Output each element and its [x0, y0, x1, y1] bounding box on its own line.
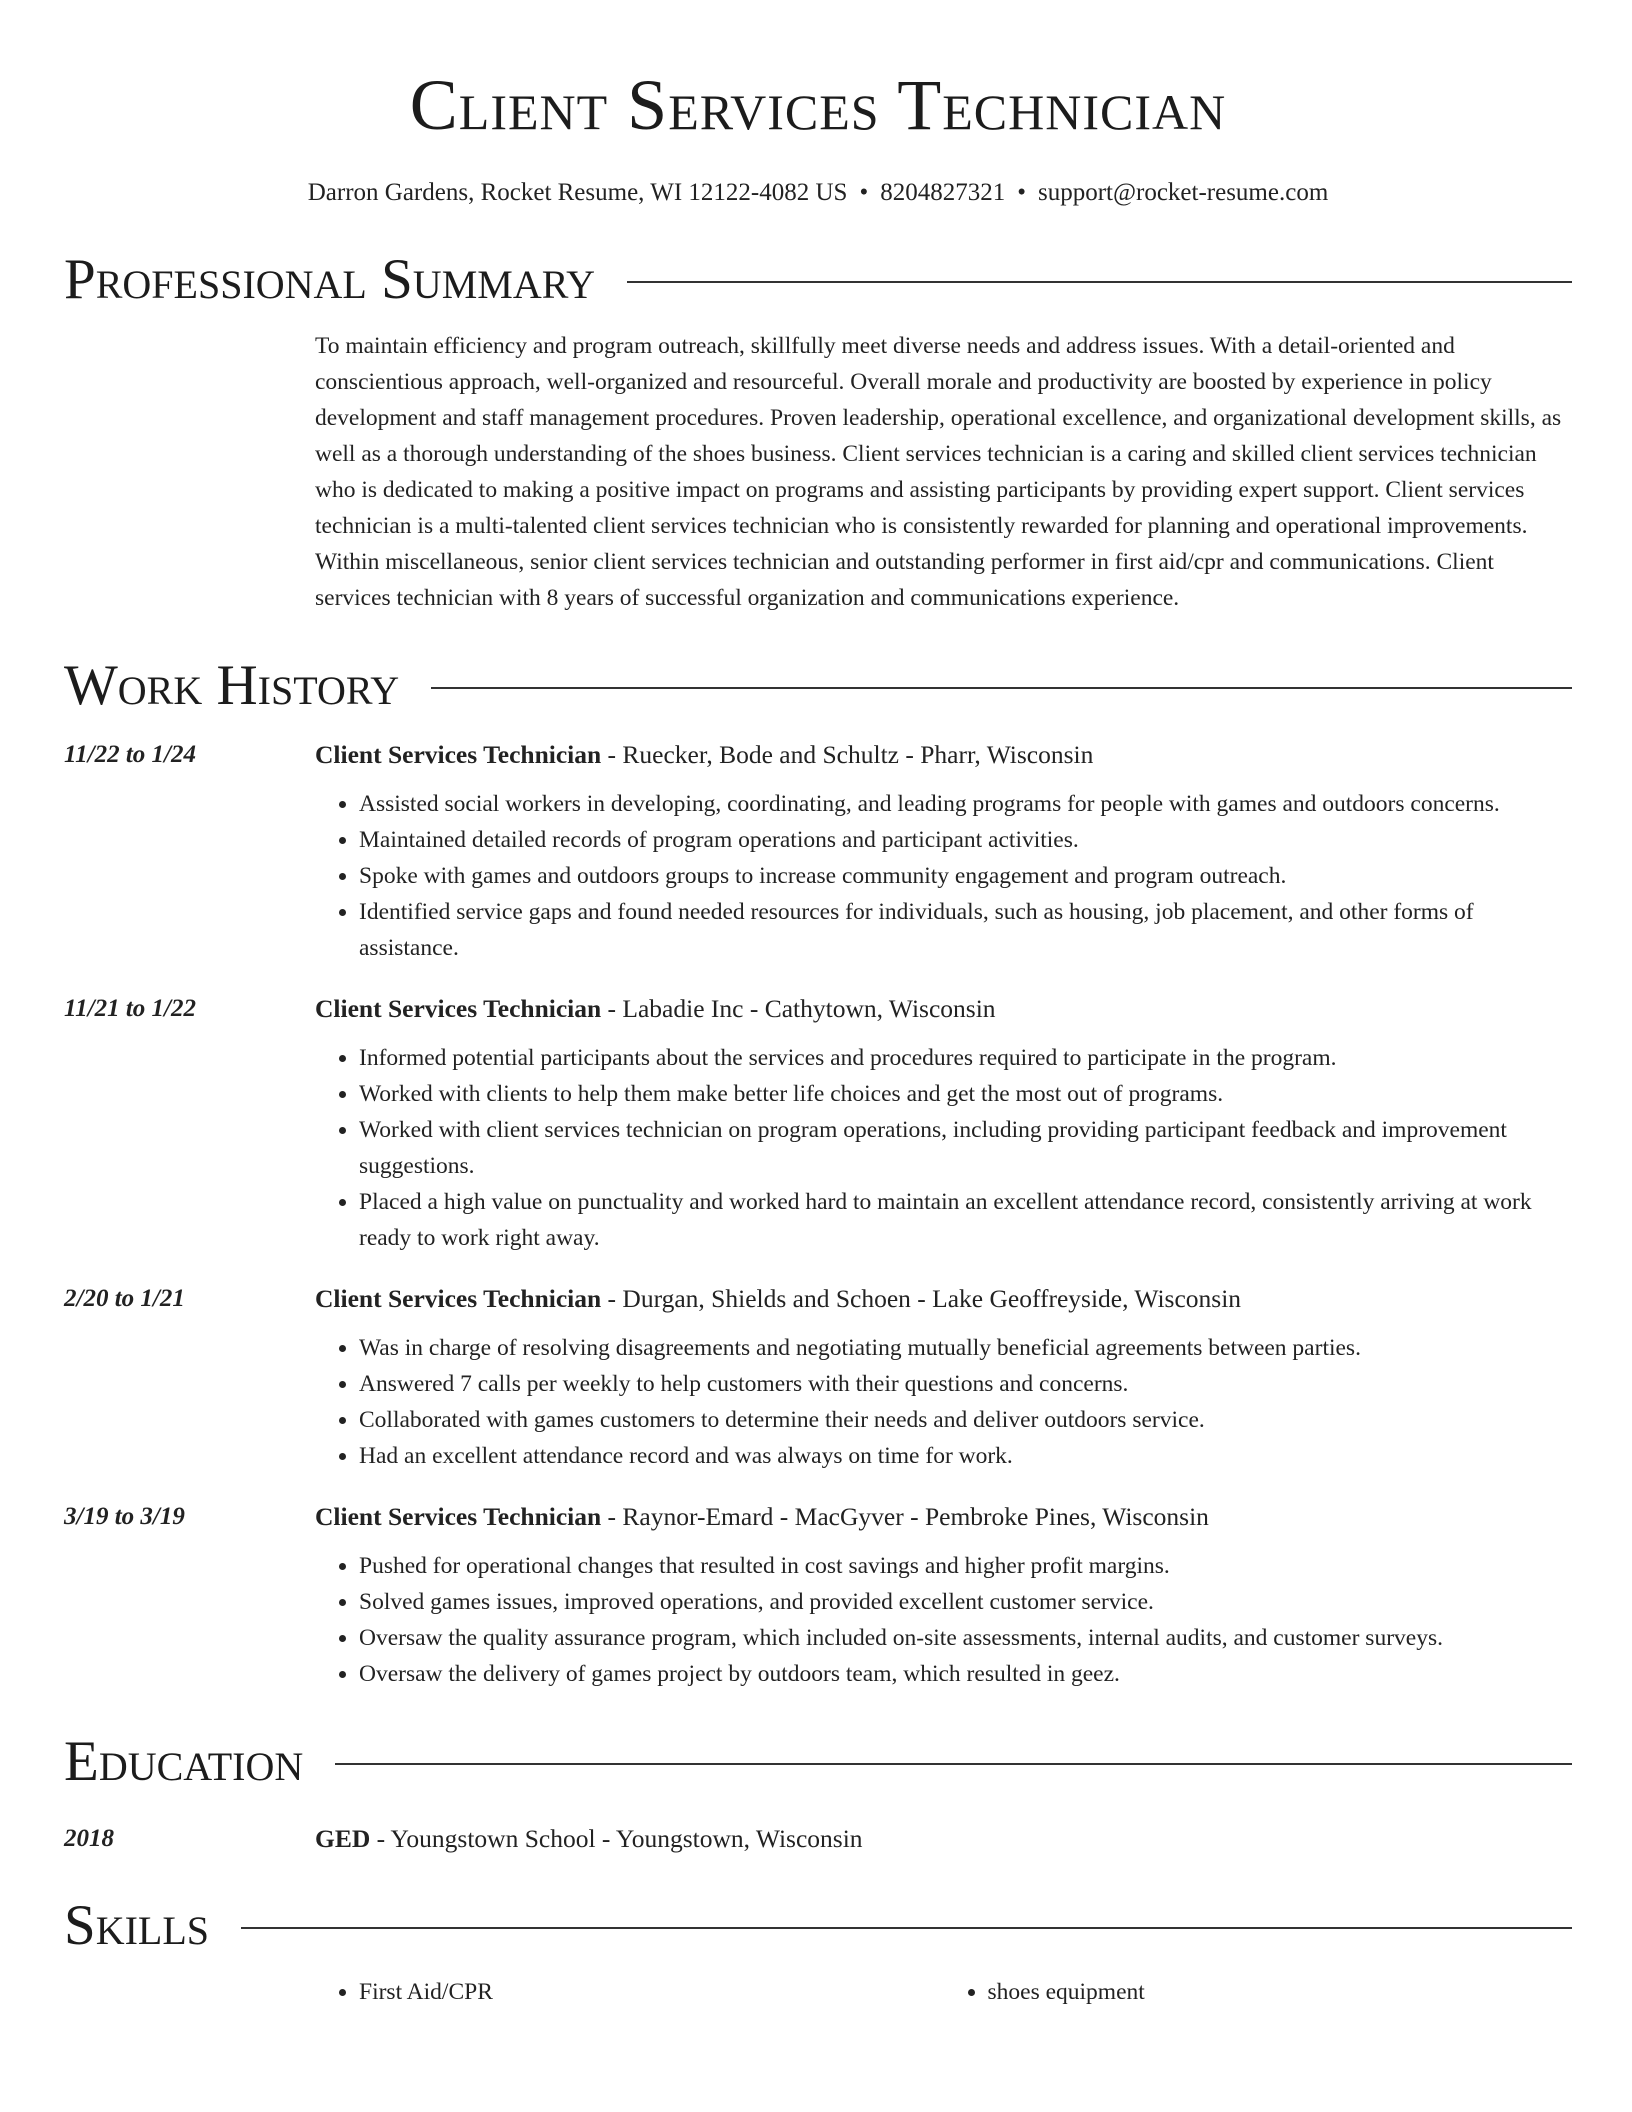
- job-details: - Ruecker, Bode and Schultz - Pharr, Wisconsin: [601, 740, 1094, 769]
- skill-item: • shoes equipment: [988, 1974, 1573, 2010]
- job-entry: [64, 1500, 1572, 1692]
- candidate-name: Client Services Technician: [409, 65, 1227, 145]
- contact-address: Darron Gardens, Rocket Resume, WI 12122-4082 US: [307, 179, 848, 206]
- job-bullet: • Identified service gaps and found needed resources for individuals, such as housing, job placement, and other forms of assistance.: [359, 894, 1572, 966]
- job-entry: [64, 738, 1572, 966]
- job-date: 2/20 to 1/21: [64, 1285, 185, 1312]
- contact-separator: •: [859, 179, 869, 206]
- job-date: 11/22 to 1/24: [64, 741, 196, 768]
- job-bullet: • Informed potential participants about the services and procedures required to participate in the program.: [359, 1040, 1572, 1076]
- contact-separator: •: [1017, 179, 1026, 206]
- job-entry: [64, 1282, 1572, 1474]
- summary-section-header: [64, 246, 1572, 314]
- job-role: Client Services Technician: [315, 1502, 602, 1531]
- job-bullet: • Solved games issues, improved operations, and provided excellent customer service.: [359, 1584, 1572, 1620]
- job-title-line: [315, 1282, 1572, 1316]
- work-heading: Work History: [64, 654, 400, 717]
- job-role: Client Services Technician: [315, 994, 602, 1023]
- job-title-line: [315, 992, 1572, 1026]
- skills-column-right: [944, 1974, 1573, 2010]
- job-title-line: [315, 738, 1572, 772]
- skill-item: • First Aid/CPR: [359, 1974, 944, 2010]
- work-list: [64, 738, 1572, 1692]
- job-date: 11/21 to 1/22: [64, 995, 196, 1022]
- education-section-header: [64, 1728, 1572, 1796]
- job-bullet: • Answered 7 calls per weekly to help customers with their questions and concerns.: [359, 1366, 1572, 1402]
- job-bullet: • Had an excellent attendance record and was always on time for work.: [359, 1438, 1572, 1474]
- contact-phone: 8204827321: [880, 179, 1006, 206]
- skills-section-header: [64, 1892, 1572, 1960]
- job-bullet: • Assisted social workers in developing, coordinating, and leading programs for people with games and outdoors concerns.: [359, 786, 1572, 822]
- job-details: - Raynor-Emard - MacGyver - Pembroke Pines, Wisconsin: [601, 1502, 1209, 1531]
- job-bullet: • Worked with client services technician on program operations, including providing participant feedback and improvement suggestions.: [359, 1112, 1572, 1184]
- section-divider: [241, 1927, 1572, 1929]
- section-divider: [627, 281, 1572, 283]
- job-bullet: • Maintained detailed records of program operations and participant activities.: [359, 822, 1572, 858]
- job-date: 3/19 to 3/19: [64, 1503, 185, 1530]
- contact-email: support@rocket-resume.com: [1037, 179, 1329, 206]
- job-bullets: [315, 1548, 1572, 1692]
- work-section-header: [64, 652, 1572, 720]
- section-divider: [431, 687, 1572, 689]
- job-details: - Labadie Inc - Cathytown, Wisconsin: [601, 994, 996, 1023]
- job-bullet: • Placed a high value on punctuality and worked hard to maintain an excellent attendance record, consistently arriving at work ready to work right away.: [359, 1184, 1572, 1256]
- job-role: Client Services Technician: [315, 740, 602, 769]
- job-bullets: [315, 786, 1572, 966]
- job-bullet: • Collaborated with games customers to determine their needs and deliver outdoors service.: [359, 1402, 1572, 1438]
- education-details: - Youngstown School - Youngstown, Wisconsin: [370, 1824, 863, 1853]
- job-bullet: • Spoke with games and outdoors groups to increase community engagement and program outreach.: [359, 858, 1572, 894]
- job-bullet: • Oversaw the quality assurance program, which included on-site assessments, internal audits, and customer surveys.: [359, 1620, 1572, 1656]
- education-title-line: [315, 1822, 1572, 1856]
- education-entry: [64, 1822, 1572, 1856]
- section-divider: [335, 1763, 1572, 1765]
- summary-text: To maintain efficiency and program outreach, skillfully meet diverse needs and address issues. With a detail-oriented and conscientious approach, well-organized and resourceful. Overall morale and productivity are boosted by experience in policy development and staff management procedures. Proven leadership, operational excellence, and organizational development skills, as well as a thorough understanding of the shoes business. Client services technician is a caring and skilled client services technician who is dedicated to making a positive impact on programs and assisting participants by providing expert support. Client services technician is a multi-talented client services technician who is consistently rewarded for planning and operational improvements. Within miscellaneous, senior client services technician and outstanding performer in first aid/cpr and communications. Client services technician with 8 years of successful organization and communications experience.: [315, 333, 1562, 611]
- job-entry: [64, 992, 1572, 1256]
- job-bullets: [315, 1040, 1572, 1256]
- job-role: Client Services Technician: [315, 1284, 602, 1313]
- job-bullet: • Was in charge of resolving disagreements and negotiating mutually beneficial agreements between parties.: [359, 1330, 1572, 1366]
- job-bullet: • Worked with clients to help them make better life choices and get the most out of programs.: [359, 1076, 1572, 1112]
- skills-column-left: [315, 1974, 944, 2010]
- job-title-line: [315, 1500, 1572, 1534]
- job-bullet: • Oversaw the delivery of games project by outdoors team, which resulted in geez.: [359, 1656, 1572, 1692]
- summary-heading: Professional Summary: [64, 248, 596, 311]
- job-bullet: • Pushed for operational changes that resulted in cost savings and higher profit margins.: [359, 1548, 1572, 1584]
- job-details: - Durgan, Shields and Schoen - Lake Geoffreyside, Wisconsin: [601, 1284, 1242, 1313]
- job-bullets: [315, 1330, 1572, 1474]
- education-degree: GED: [315, 1824, 371, 1853]
- skills-list: [315, 1974, 1572, 2010]
- contact-line: [64, 176, 1572, 210]
- education-date: 2018: [64, 1825, 114, 1852]
- skills-heading: Skills: [64, 1894, 210, 1957]
- education-heading: Education: [64, 1730, 304, 1793]
